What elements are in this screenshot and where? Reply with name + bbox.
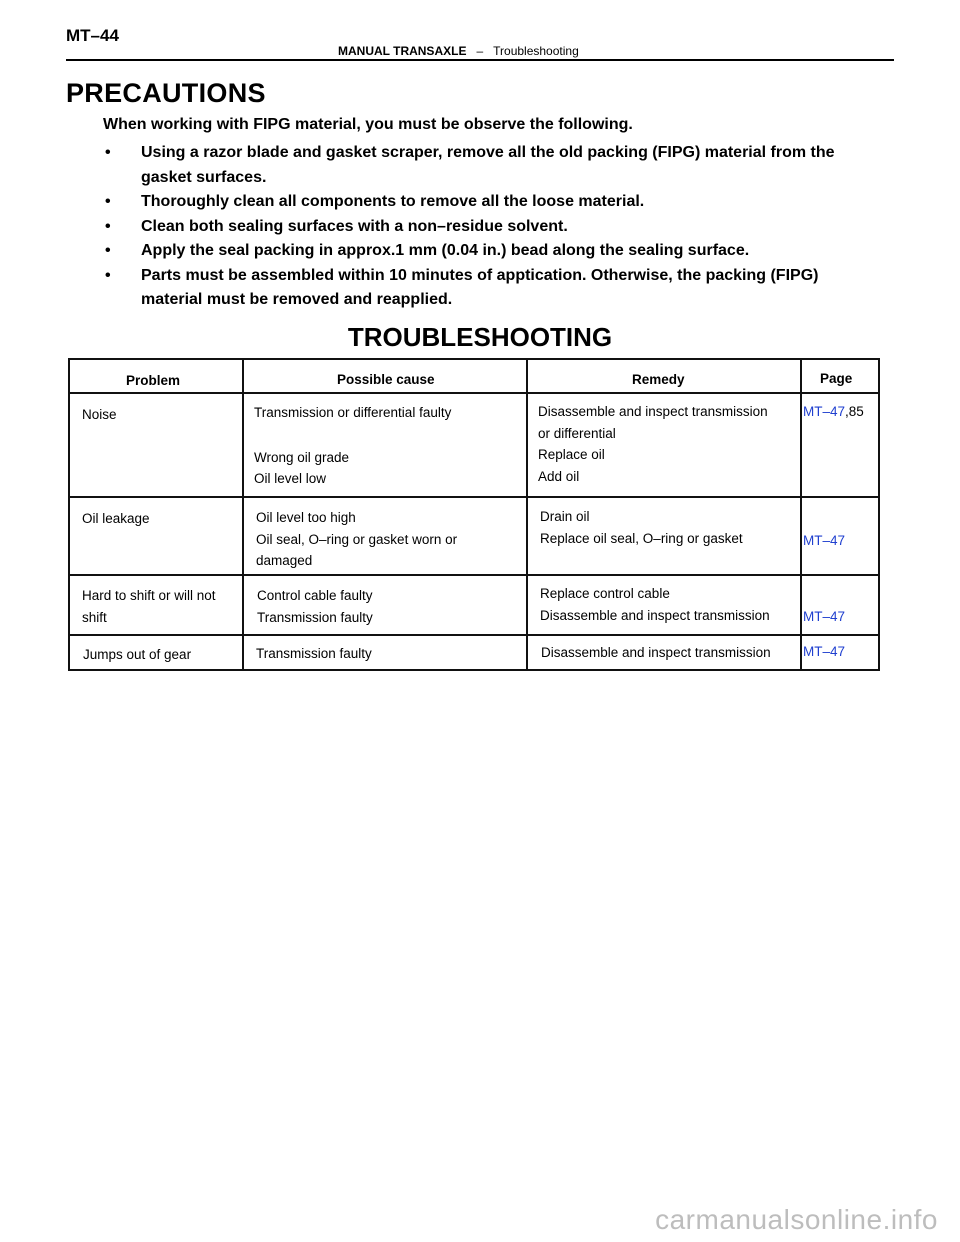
table-cell-remedy — [541, 642, 771, 664]
precaution-line: material must be removed and reapplied. — [141, 291, 453, 308]
row-divider — [70, 496, 878, 498]
bullet-icon: • — [105, 217, 111, 235]
cell-line: shift — [82, 609, 107, 625]
table-cell-remedy — [538, 401, 768, 487]
cell-line: Disassemble and inspect transmission — [538, 404, 768, 419]
precautions-list — [103, 141, 893, 313]
cell-line: Wrong oil grade — [254, 449, 350, 465]
table-cell-remedy — [540, 583, 770, 626]
precaution-item — [103, 141, 893, 190]
precautions-title: PRECAUTIONS — [66, 78, 266, 108]
table-cell-page — [803, 606, 845, 628]
page-reference-extra: ,85 — [845, 404, 864, 419]
table-cell-problem — [82, 404, 117, 426]
cell-line: Transmission faulty — [256, 646, 372, 661]
table-cell-problem — [82, 585, 216, 628]
cell-line: Transmission or differential faulty — [254, 405, 452, 420]
cell-spacer — [254, 424, 451, 447]
page-reference-link[interactable]: MT–47 — [803, 404, 846, 419]
precaution-item — [103, 264, 893, 313]
table-cell-page — [803, 641, 845, 663]
header-row-divider — [70, 392, 878, 394]
table-cell-cause — [254, 402, 451, 490]
cell-line: Oil leakage — [82, 511, 150, 526]
column-header-problem: Problem — [126, 373, 181, 388]
column-divider — [800, 360, 802, 669]
page-reference-link[interactable]: MT–47 — [803, 644, 846, 659]
cell-line: Noise — [82, 407, 117, 422]
table-cell-problem — [83, 644, 191, 666]
table-cell-remedy — [540, 506, 743, 549]
precaution-line: Using a razor blade and gasket scraper, remove all the old packing (FIPG) material from the — [141, 144, 835, 161]
page-reference-link[interactable]: MT–47 — [803, 609, 846, 624]
page-reference-link[interactable]: MT–47 — [803, 533, 846, 548]
page-number: MT–44 — [66, 26, 119, 45]
row-divider — [70, 574, 878, 576]
bullet-icon: • — [105, 266, 111, 284]
cell-line: Hard to shift or will not — [82, 588, 216, 603]
cell-line: Disassemble and inspect transmission — [541, 645, 771, 660]
column-header-cause: Possible cause — [337, 372, 435, 387]
section-separator: – — [476, 44, 484, 58]
precaution-item — [103, 215, 893, 240]
cell-line: Oil level too high — [256, 510, 356, 525]
bullet-icon: • — [105, 193, 111, 210]
precautions-intro: When working with FIPG material, you must be observe the following. — [103, 116, 633, 133]
cell-line: Transmission faulty — [257, 609, 373, 625]
cell-line: Control cable faulty — [257, 588, 373, 603]
cell-line: or differential — [538, 425, 616, 441]
column-divider — [242, 360, 244, 669]
table-cell-page — [803, 530, 845, 552]
precaution-line: Thoroughly clean all components to remove all the loose material. — [141, 193, 645, 210]
cell-line: Jumps out of gear — [83, 647, 192, 662]
watermark: carmanualsonline.info — [655, 1204, 938, 1235]
table-cell-cause — [256, 507, 457, 572]
precaution-item — [103, 239, 893, 264]
cell-line: Oil seal, O–ring or gasket worn or — [256, 531, 458, 547]
table-cell-page — [803, 401, 864, 423]
cell-line: Replace oil seal, O–ring or gasket — [540, 530, 743, 546]
cell-line: damaged — [256, 553, 313, 568]
running-head — [338, 44, 579, 58]
column-divider — [526, 360, 528, 669]
table-cell-cause — [256, 643, 372, 665]
section-name: MANUAL TRANSAXLE — [338, 44, 467, 58]
subsection-name: Troubleshooting — [493, 44, 579, 58]
precaution-line: Parts must be assembled within 10 minutes of apptication. Otherwise, the packing (FIPG) — [141, 266, 819, 284]
row-divider — [70, 634, 878, 636]
cell-line: Drain oil — [540, 509, 590, 524]
cell-line: Oil level low — [254, 471, 327, 486]
precaution-line: Clean both sealing surfaces with a non–residue solvent. — [141, 217, 568, 235]
troubleshooting-title: TROUBLESHOOTING — [347, 322, 613, 352]
cell-line: Add oil — [538, 468, 580, 484]
precaution-line: Apply the seal packing in approx.1 mm (0.04 in.) bead along the sealing surface. — [141, 242, 750, 259]
bullet-icon: • — [105, 144, 111, 161]
table-cell-problem — [82, 508, 150, 530]
cell-line: Replace control cable — [540, 586, 670, 601]
column-header-remedy: Remedy — [632, 372, 685, 387]
cell-line: Disassemble and inspect transmission — [540, 607, 770, 623]
column-header-page: Page — [820, 371, 853, 386]
bullet-icon: • — [105, 242, 111, 259]
precaution-item — [103, 190, 893, 215]
cell-line: Replace oil — [538, 447, 605, 462]
header-rule — [66, 59, 894, 61]
table-cell-cause — [257, 585, 373, 628]
troubleshooting-table — [68, 358, 880, 671]
precaution-line: gasket surfaces. — [141, 168, 267, 186]
